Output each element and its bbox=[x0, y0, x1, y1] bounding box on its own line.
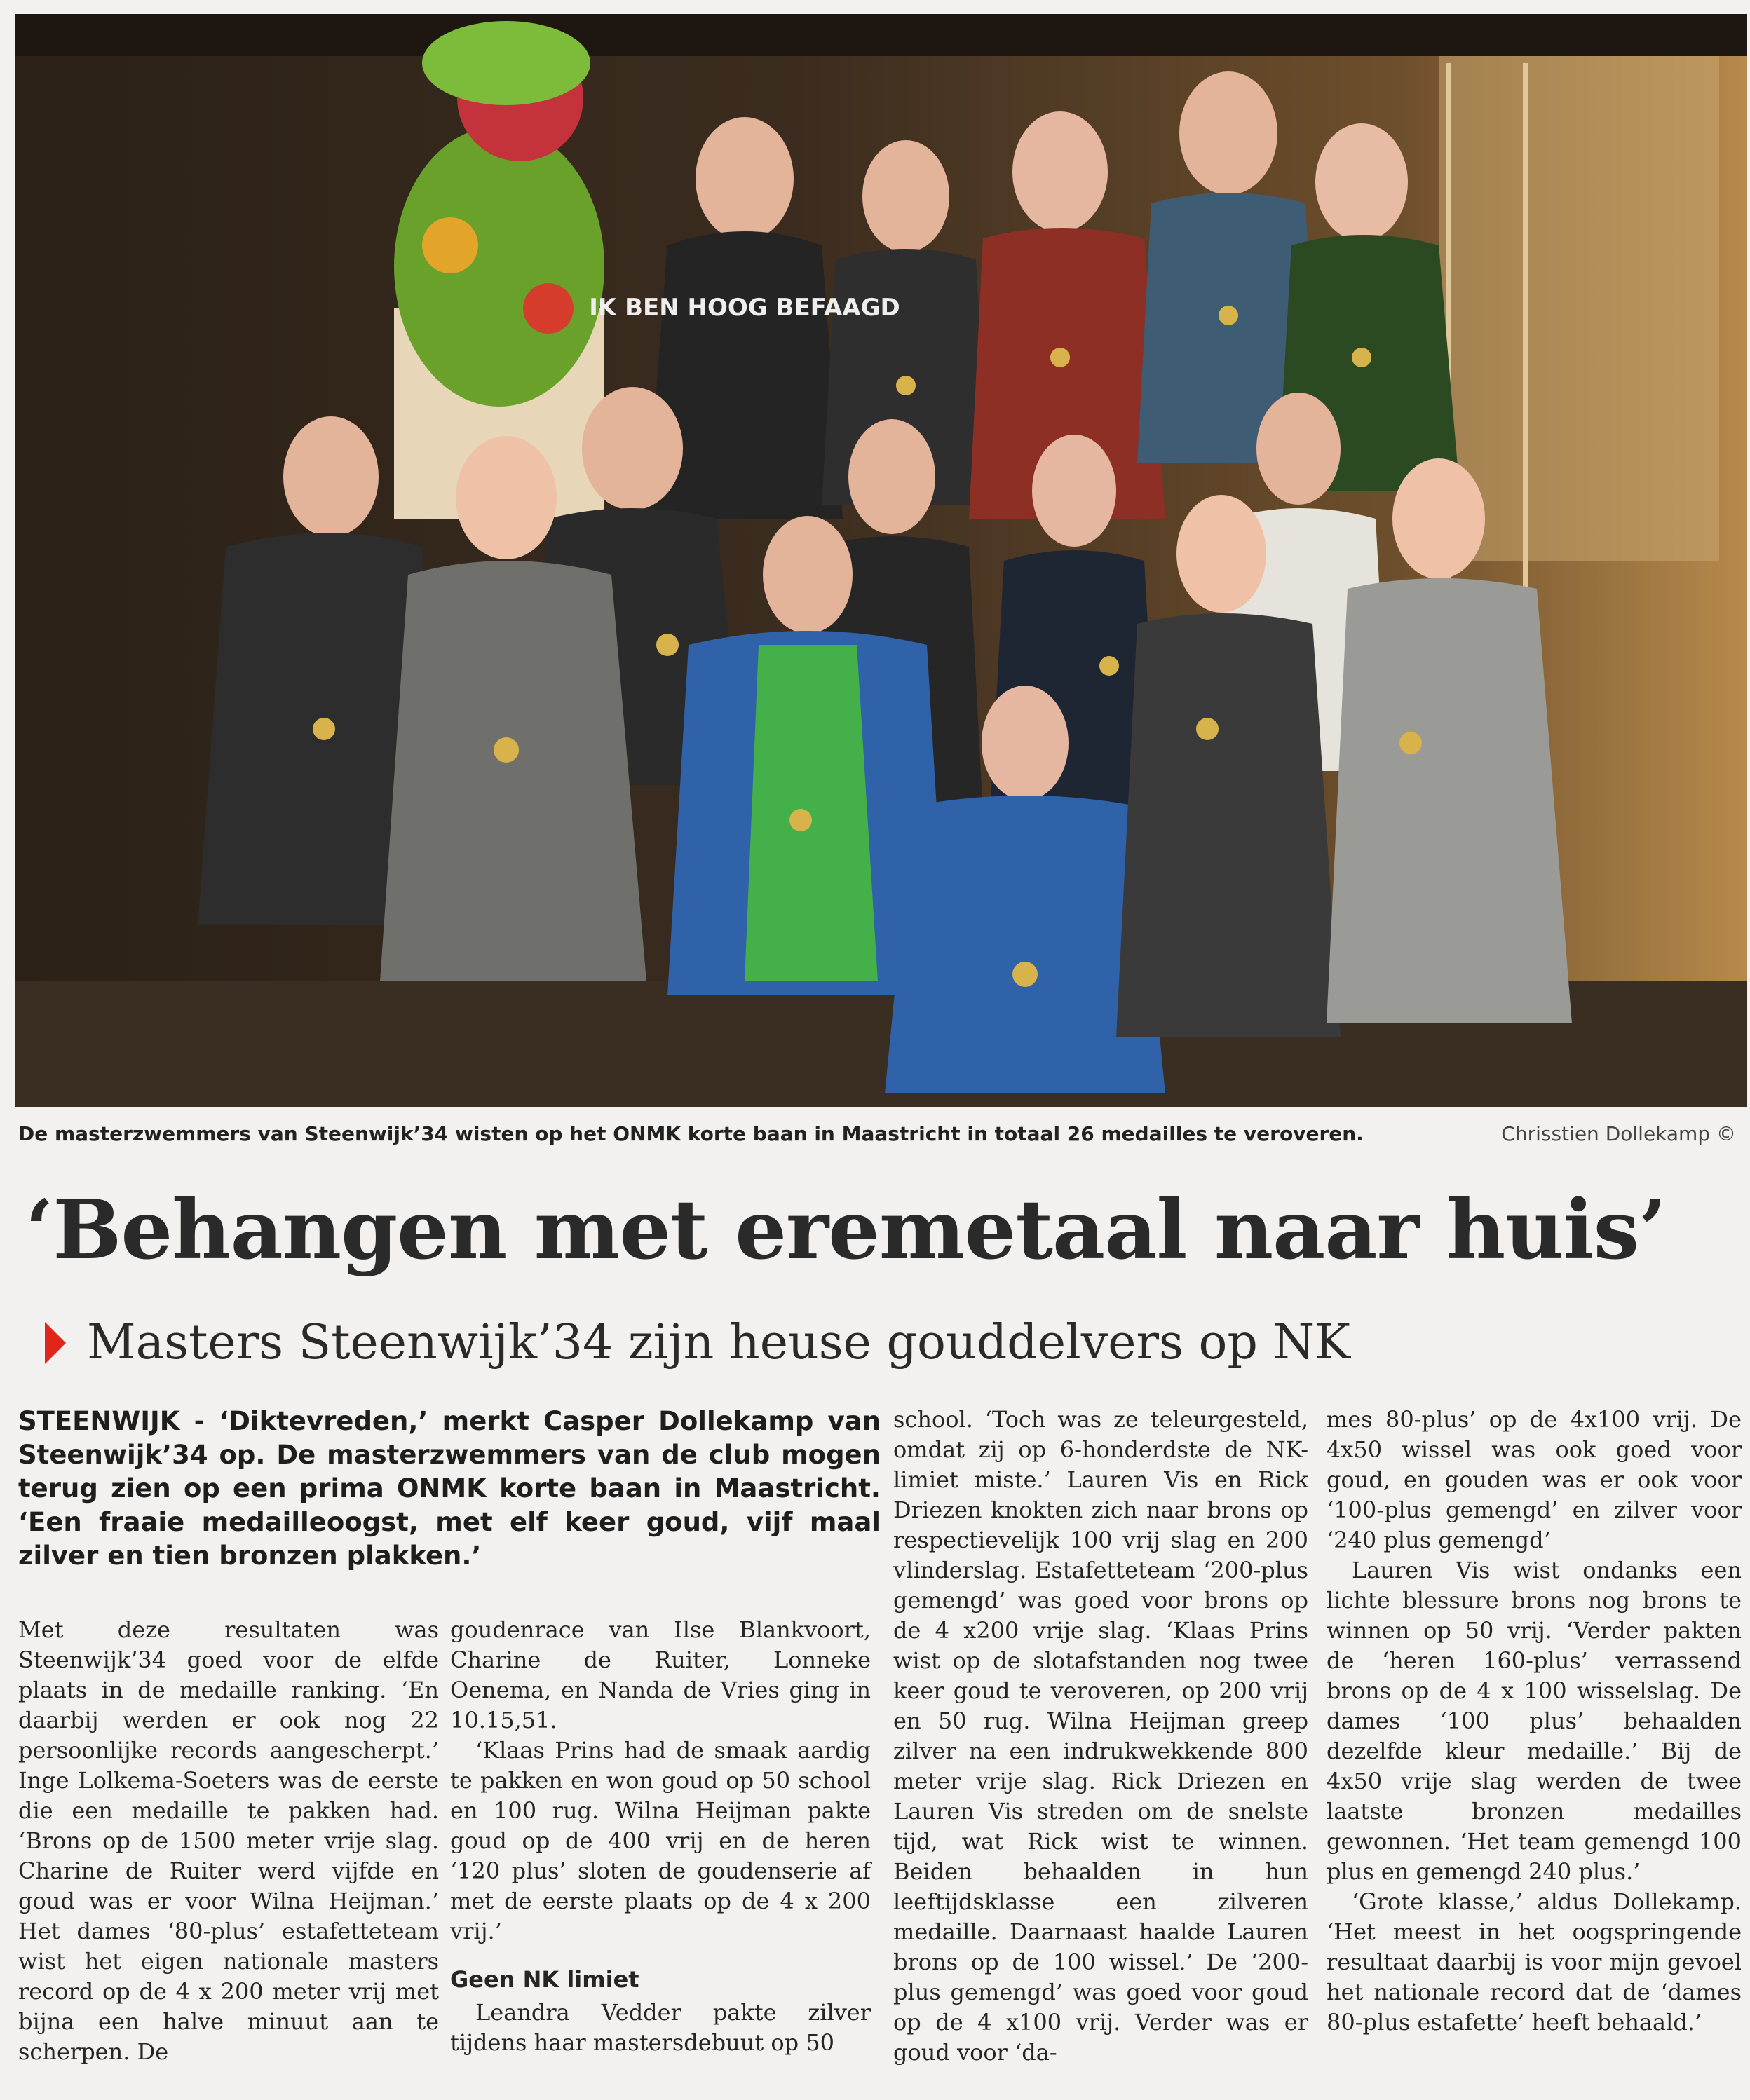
lead-text: ‘Diktevreden,’ merkt Casper Dollekamp van Steenwijk’34 op. De masterzwemmers van de club mogen terug zien op een prima ONMK korte baan in Maastricht. ‘Een fraaie medailleoogst, met elf keer goud, vijf maal zilver en tien bronzen plakken.’ bbox=[18, 1406, 881, 1571]
dateline: STEENWIJK - bbox=[18, 1406, 219, 1436]
team-photo bbox=[15, 14, 1747, 1107]
paragraph: goudenrace van Ilse Blankvoort, Charine de Ruiter, Lonneke Oenema, en Nanda de Vries ging in 10.15,51. bbox=[450, 1616, 871, 1733]
paragraph: ‘Grote klasse,’ aldus Dollekamp. ‘Het meest in het oogspringende resultaat daarbij is voor mijn gevoel het nationale record dat de ‘dames 80-plus estafette’ heeft behaald.’ bbox=[1327, 1888, 1742, 2036]
column-2 bbox=[450, 1615, 871, 2058]
paragraph: Leandra Vedder pakte zilver tijdens haar mastersdebuut op 50 bbox=[450, 1999, 871, 2056]
column-4 bbox=[1327, 1405, 1742, 2038]
paragraph: Met deze resultaten was Steenwijk’34 goed voor de elfde plaats in de medaille ranking. ‘En daarbij werden er ook nog 22 persoonlijke records aangescherpt.’ Inge Lolkema-Soeters was de eerste die een medaille te pakken had. ‘Brons op de 1500 meter vrije slag. Charine de Ruiter werd vijfde en goud was er voor Wilna Heijman.’ Het dames ‘80-plus’ estafetteteam wist het eigen nationale masters record op de 4 x 200 meter vrij met bijna een halve minuut aan te scherpen. De bbox=[18, 1616, 439, 2065]
paragraph: school. ‘Toch was ze teleurgesteld, omdat zij op 6-honderdste de NK-limiet miste.’ Lauren Vis en Rick Driezen knokten zich naar brons op respectievelijk 100 vrij slag en 200 vlinderslag. Estafetteteam ‘200-plus gemengd’ was goed voor brons op de 4 x200 vrije slag. ‘Klaas Prins wist op de slotafstanden nog twee keer goud te veroveren, op 200 vrij en 50 rug. Wilna Heijman greep zilver na een indrukwekkende 800 meter vrije slag. Rick Driezen en Lauren Vis streden om de snelste tijd, wat Rick wist te winnen. Beiden behaalden in hun leeftijdsklasse een zilveren medaille. Daarnaast haalde Lauren brons op de 100 wissel.’ De ‘200-plus gemengd’ was goed voor goud op de 4 x100 vrij. Verder was er goud voor ‘da- bbox=[893, 1406, 1308, 2066]
shirt-text: IK BEN HOOG BEFAAGD bbox=[589, 294, 900, 322]
column-3 bbox=[893, 1405, 1308, 2068]
subhead bbox=[48, 1309, 1730, 1377]
team-photo-illustration bbox=[15, 14, 1747, 1107]
paragraph: ‘Klaas Prins had de smaak aardig te pakken en won goud op 50 school en 100 rug. Wilna Heijman pakte goud op de 400 vrij en de heren ‘120 plus’ sloten de goudenserie af met de eerste plaats op de 4 x 200 vrij.’ bbox=[450, 1737, 871, 1944]
lead-paragraph bbox=[18, 1405, 881, 1573]
subhead-text: Masters Steenwijk’34 zijn heuse gouddelvers op NK bbox=[87, 1315, 1350, 1370]
photo-credit: Chrisstien Dollekamp © bbox=[1501, 1122, 1736, 1145]
paragraph: mes 80-plus’ op de 4x100 vrij. De 4x50 wissel was ook goed voor goud, en gouden was er ook voor ‘100-plus gemengd’ en zilver voor ‘240 plus gemengd’ bbox=[1327, 1406, 1742, 1553]
photo-caption: De masterzwemmers van Steenwijk’34 wisten op het ONMK korte baan in Maastricht in totaal 26 medailles te veroveren. bbox=[18, 1122, 1364, 1145]
section-subtitle: Geen NK limiet bbox=[450, 1966, 639, 1993]
column-1 bbox=[18, 1615, 439, 2067]
paragraph: Lauren Vis wist ondanks een lichte blessure brons nog brons te winnen op 50 vrij. ‘Verder pakten de ‘heren 160-plus’ verrassend brons op de 4 x 100 wisselslag. De dames ‘100 plus’ behaalden dezelfde kleur medaille.’ Bij de 4x50 vrije slag werden de twee laatste bronzen medailles gewonnen. ‘Het team gemengd 100 plus en gemengd 240 plus.’ bbox=[1327, 1557, 1742, 1885]
headline: ‘Behangen met eremetaal naar huis’ bbox=[25, 1182, 1667, 1278]
